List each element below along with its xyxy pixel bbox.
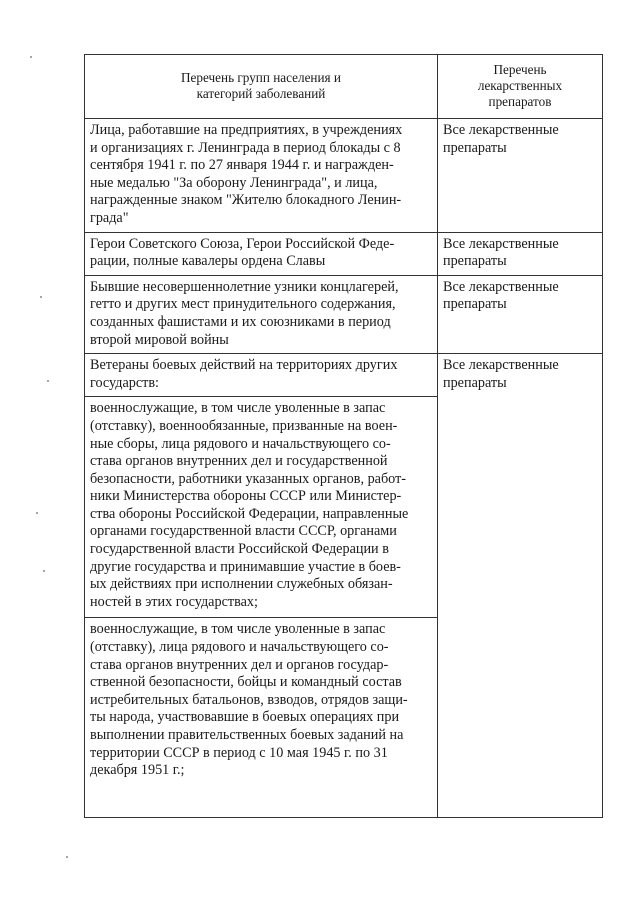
scan-speck [66, 856, 68, 858]
cell-line: препараты [443, 296, 507, 313]
cell-line: второй мировой войны [90, 331, 229, 348]
cell-line: Все лекарственные [443, 122, 559, 138]
header-line: Перечень [493, 62, 547, 77]
cell-line: ные медалью "За оборону Ленинграда", и лица, [90, 174, 378, 191]
cell-line: (отставку), лица рядового и начальствующего со- [90, 639, 389, 656]
cell-line: препараты [443, 374, 507, 391]
cell-line: (отставку), военнообязанные, призванные на воен- [90, 417, 398, 434]
group-cell [85, 275, 438, 353]
cell-line: и организациях г. Ленинграда в период блокады с 8 [90, 139, 401, 156]
cell-line: става органов внутренних дел и органов государ- [90, 656, 389, 673]
cell-line: созданных фашистами и их союзниками в период [90, 313, 391, 330]
group-cell [85, 397, 438, 618]
drugs-cell [438, 275, 603, 353]
cell-line: Все лекарственные [443, 235, 559, 252]
group-cell [85, 354, 438, 397]
table-header-row [85, 55, 603, 119]
cell-line: государств: [90, 374, 159, 391]
cell-line: Все лекарственные [443, 357, 559, 374]
cell-line: ностей в этих государствах; [90, 593, 258, 610]
header-line: Перечень групп населения и [181, 70, 341, 85]
scan-speck [36, 512, 38, 514]
cell-line: другие государства и принимавшие участие в боев- [90, 558, 401, 575]
cell-line: ты народа, участвовавшие в боевых операциях при [90, 709, 400, 726]
header-line: лекарственных [477, 78, 563, 93]
scan-speck [43, 570, 45, 572]
cell-line: рации, полные кавалеры ордена Славы [90, 253, 326, 270]
group-cell [85, 618, 438, 818]
cell-line: Все лекарственные [443, 278, 559, 295]
scan-speck [47, 380, 49, 382]
cell-line: гетто и других мест принудительного содержания, [90, 296, 396, 313]
cell-line: выполнении правительственных боевых заданий на [90, 727, 404, 743]
cell-line: ства обороны Российской Федерации, направленные [90, 505, 409, 522]
cell-line: препараты [443, 139, 507, 156]
cell-line: ники Министерства обороны СССР или Министер- [90, 488, 402, 505]
drugs-cell [438, 354, 603, 818]
cell-line: органами государственной власти СССР, органами [90, 523, 397, 540]
cell-line: Герои Советского Союза, Герои Российской Феде- [90, 235, 395, 252]
cell-line: става органов внутренних дел и государственной [90, 453, 388, 470]
group-cell [85, 232, 438, 275]
cell-line: препараты [443, 253, 507, 270]
cell-line: истребительных батальонов, взводов, отрядов защи- [90, 691, 408, 708]
cell-line: ные сборы, лица рядового и начальствующего со- [90, 435, 391, 452]
drugs-cell [438, 232, 603, 275]
table-row [85, 275, 603, 353]
header-line: препаратов [488, 94, 552, 109]
cell-line: ых действиях при исполнении служебных обязан- [90, 576, 393, 593]
cell-line: Лица, работавшие на предприятиях, в учреждениях [90, 122, 403, 138]
cell-line: военнослужащие, в том числе уволенные в запас [90, 400, 386, 417]
cell-line: сентября 1941 г. по 27 января 1944 г. и награжден- [90, 157, 394, 174]
header-population-groups [85, 55, 438, 119]
cell-line: Ветераны боевых действий на территориях других [90, 357, 398, 374]
cell-line: декабря 1951 г.; [90, 762, 185, 779]
cell-line: безопасности, работники указанных органов, работ- [90, 470, 407, 487]
cell-line: Бывшие несовершеннолетние узники концлагерей, [90, 278, 399, 295]
cell-line: награжденные знаком "Жителю блокадного Ленин- [90, 192, 402, 209]
cell-line: града" [90, 209, 129, 226]
table-row [85, 232, 603, 275]
table-row [85, 354, 603, 397]
cell-line: территории СССР в период с 10 мая 1945 г. по 31 [90, 744, 388, 761]
table-row [85, 119, 603, 233]
header-drug-list [438, 55, 603, 119]
scan-speck [40, 296, 42, 298]
scan-speck [30, 56, 32, 58]
group-cell [85, 119, 438, 233]
drugs-cell [438, 119, 603, 233]
header-line: категорий заболеваний [196, 86, 326, 101]
cell-line: военнослужащие, в том числе уволенные в запас [90, 621, 386, 638]
benefits-table [84, 54, 603, 818]
cell-line: ственной безопасности, бойцы и командный состав [90, 674, 402, 691]
cell-line: государственной власти Российской Федерации в [90, 541, 389, 558]
